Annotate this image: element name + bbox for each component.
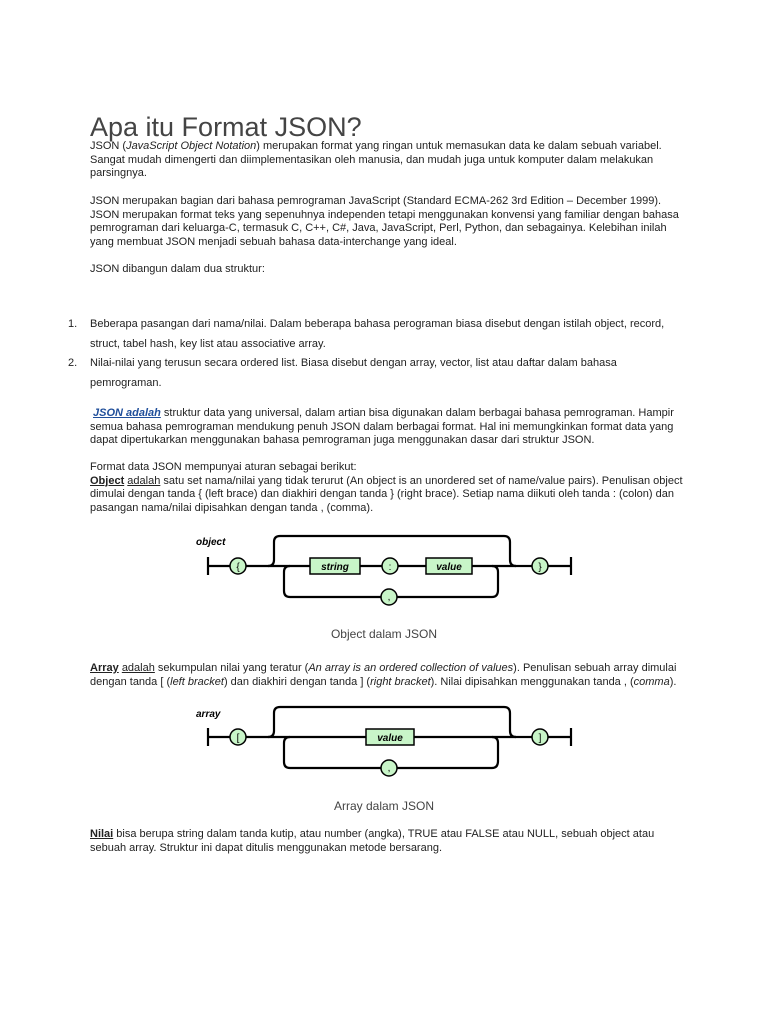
array-text-5: ). <box>669 675 677 688</box>
array-term: Array <box>90 662 119 674</box>
array-text-4: ). Nilai dipisahkan menggunakan tanda , ( <box>430 675 634 688</box>
svg-text:[: [ <box>236 733 240 744</box>
rules-intro: Format data JSON mempunyai aturan sebagai berikut: <box>90 461 357 473</box>
list-item-text: Beberapa pasangan dari nama/nilai. Dalam beberapa bahasa perograman biasa disebut dengan istilah object, record, struct, tabel hash, key list atau associative array. <box>90 318 665 350</box>
object-value-box <box>426 558 472 574</box>
svg-text::: : <box>388 562 392 573</box>
list-item-text: Nilai-nilai yang terusun secara ordered list. Biasa disebut dengan array, vector, list atau daftar dalam bahasa pemrograman. <box>90 357 617 389</box>
object-close-brace-node <box>532 558 548 574</box>
array-value-box <box>366 729 414 745</box>
array-railroad-diagram <box>190 703 580 783</box>
array-caption: Array dalam JSON <box>333 799 435 813</box>
object-comma-node <box>381 589 397 605</box>
svg-text:string: string <box>321 562 349 573</box>
rules-paragraph <box>90 461 690 515</box>
intro-paragraph-3: JSON dibangun dalam dua struktur: <box>90 263 265 275</box>
svg-text:,: , <box>387 763 391 774</box>
array-text-1: sekumpulan nilai yang teratur ( <box>154 662 309 674</box>
object-adalah: adalah <box>127 474 161 487</box>
svg-text:value: value <box>377 733 403 744</box>
svg-text:,: , <box>387 592 391 603</box>
json-adalah-link[interactable]: JSON adalah <box>93 407 161 419</box>
nilai-term: Nilai <box>90 828 114 840</box>
universal-text: struktur data yang universal, dalam artian bisa digunakan dalam berbagai bahasa pemrograman. Hampir semua bahasa pemrograman mendukung penuh JSON dalam berbagai format. Hal ini memungkinkan format data yang dapat dipertukarkan menggunakan bahasa pemrograman juga menggunakan dasar dari struktur JSON. <box>90 407 674 446</box>
object-diagram-label: object <box>196 537 226 548</box>
array-text-em2: left bracket <box>170 675 224 688</box>
object-caption: Object dalam JSON <box>330 627 438 641</box>
object-colon-node <box>382 558 398 574</box>
array-close-bracket-node <box>532 729 548 745</box>
array-text-2: ). Penulisan sebuah array dimulai dengan tanda [ ( <box>90 662 677 688</box>
svg-text:]: ] <box>538 733 542 744</box>
intro-p1-a: JSON ( <box>90 140 127 152</box>
array-text-em4: comma <box>633 675 670 688</box>
list-item-number: 2. <box>68 357 78 369</box>
svg-text:value: value <box>436 562 462 573</box>
array-open-bracket-node <box>230 729 246 745</box>
intro-p1-b: ) merupakan format yang ringan untuk memasukan data ke dalam sebuah variabel. Sangat mudah dimengerti dan diimplementasikan oleh manusia, dan mudah juga untuk komputer dalam melakukan parsingnya. <box>90 140 662 179</box>
array-text-3: ) dan diakhiri dengan tanda ] ( <box>223 675 371 688</box>
nilai-paragraph <box>90 828 690 855</box>
object-term: Object <box>90 474 125 487</box>
array-diagram-label: array <box>196 709 221 720</box>
object-open-brace-node <box>230 558 246 574</box>
object-railroad-diagram <box>190 530 580 610</box>
array-paragraph <box>90 662 690 689</box>
array-adalah: adalah <box>121 662 155 674</box>
universal-paragraph <box>90 407 690 448</box>
array-comma-node <box>381 760 397 776</box>
array-text-em3: right bracket <box>370 675 431 688</box>
nilai-text: bisa berupa string dalam tanda kutip, atau number (angka), TRUE atau FALSE atau NULL, sebuah object atau sebuah array. Struktur ini dapat ditulis menggunakan metode bersarang. <box>90 828 655 854</box>
object-definition: satu set nama/nilai yang tidak terurut (An object is an unordered set of name/value pairs). Penulisan object dimulai dengan tanda { (left brace) dan diakhiri dengan tanda } (right brace). Setiap nama diikuti oleh tanda : (colon) dan pasangan nama/nilai dipisahkan dengan tanda , (comma). <box>90 474 683 514</box>
intro-paragraph-1 <box>90 140 690 181</box>
intro-paragraph-2: JSON merupakan bagian dari bahasa pemrograman JavaScript (Standard ECMA-262 3rd Edition – December 1999). JSON merupakan format teks yang sepenuhnya independen tetapi menggunakan konvensi yang familiar dengan bahasa pemrograman dari keluarga-C, termasuk C, C++, C#, Java, JavaScript, Perl, Python, dan sebagainya. Kelebihan inilah yang membuat JSON menjadi sebuah bahasa data-interchange yang ideal. <box>90 195 679 248</box>
page-title: Apa itu Format JSON? <box>90 112 362 143</box>
list-item-number: 1. <box>68 318 78 330</box>
svg-text:}: } <box>538 562 542 573</box>
object-string-box <box>310 558 360 574</box>
array-text-em1: An array is an ordered collection of values <box>308 662 514 674</box>
svg-text:{: { <box>236 562 240 573</box>
intro-p1-em: JavaScript Object Notation <box>126 140 257 152</box>
